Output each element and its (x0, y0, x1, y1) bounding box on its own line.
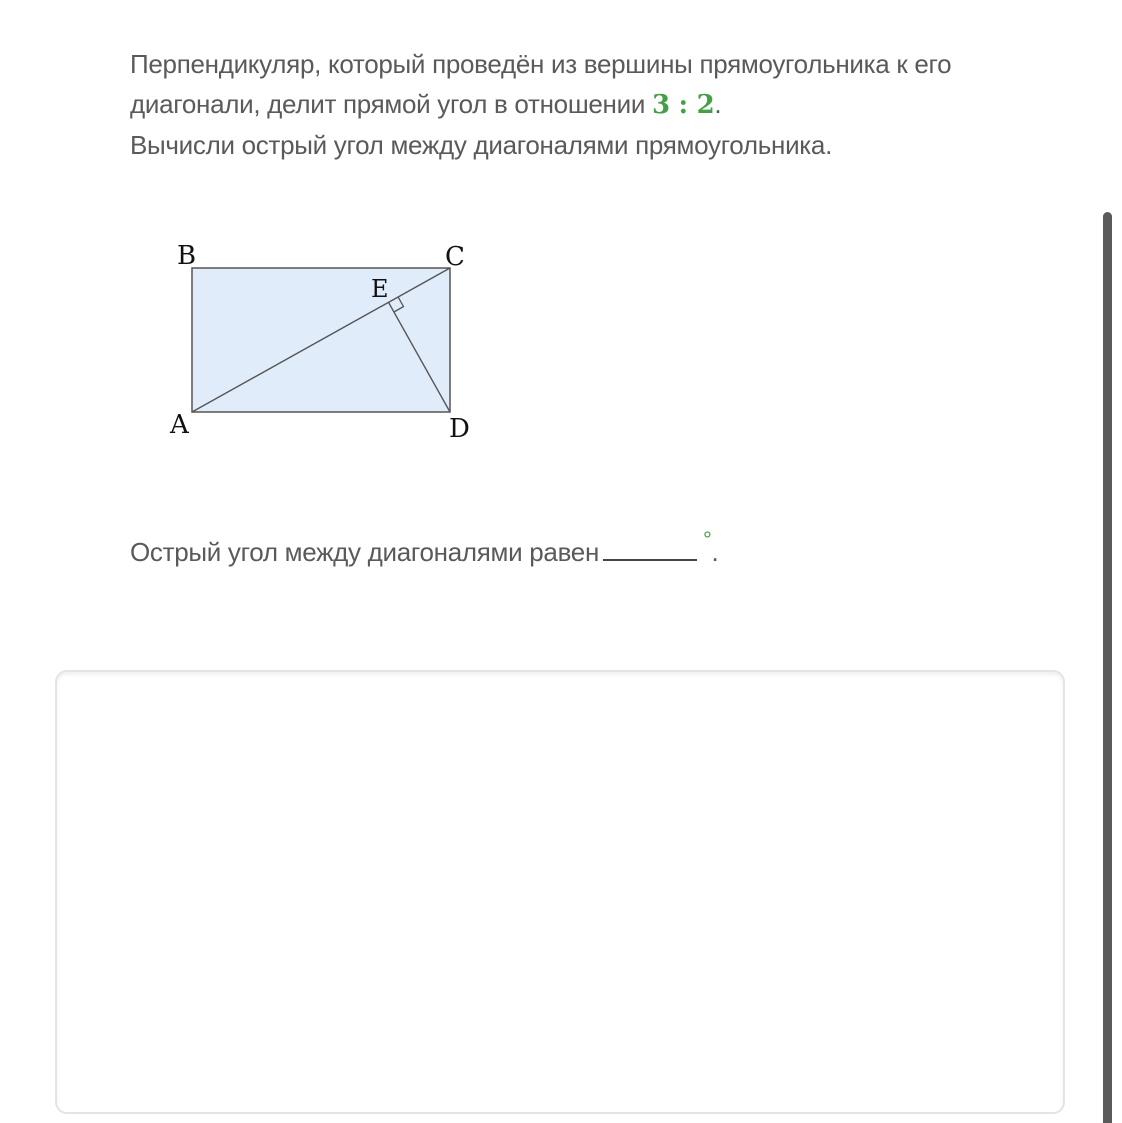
rectangle-diagram (160, 230, 500, 460)
label-a: A (170, 410, 189, 440)
ratio-value: 3 : 2 (651, 90, 715, 120)
answer-suffix: . (711, 537, 719, 567)
problem-line-2-prefix: диагонали, делит прямой угол в отношении (130, 89, 652, 119)
answer-input-area[interactable] (55, 670, 1065, 1114)
problem-line-2-suffix: . (714, 89, 722, 119)
label-d: D (449, 414, 470, 444)
scrollbar-thumb[interactable] (1103, 212, 1112, 1123)
answer-sentence (130, 527, 719, 574)
rectangle-figure (160, 230, 500, 460)
problem-line-1: Перпендикуляр, который проведён из вершины прямоугольника к его (130, 49, 952, 79)
degree-symbol: ° (703, 527, 712, 552)
label-c: C (445, 242, 465, 272)
answer-blank[interactable] (603, 535, 697, 561)
label-e: E (371, 275, 389, 303)
answer-prefix: Острый угол между диагоналями равен (130, 537, 600, 567)
problem-statement (130, 44, 990, 165)
problem-line-2 (130, 84, 990, 125)
problem-line-3: Вычисли острый угол между диагоналями прямоугольника. (130, 130, 833, 160)
label-b: B (177, 241, 197, 271)
